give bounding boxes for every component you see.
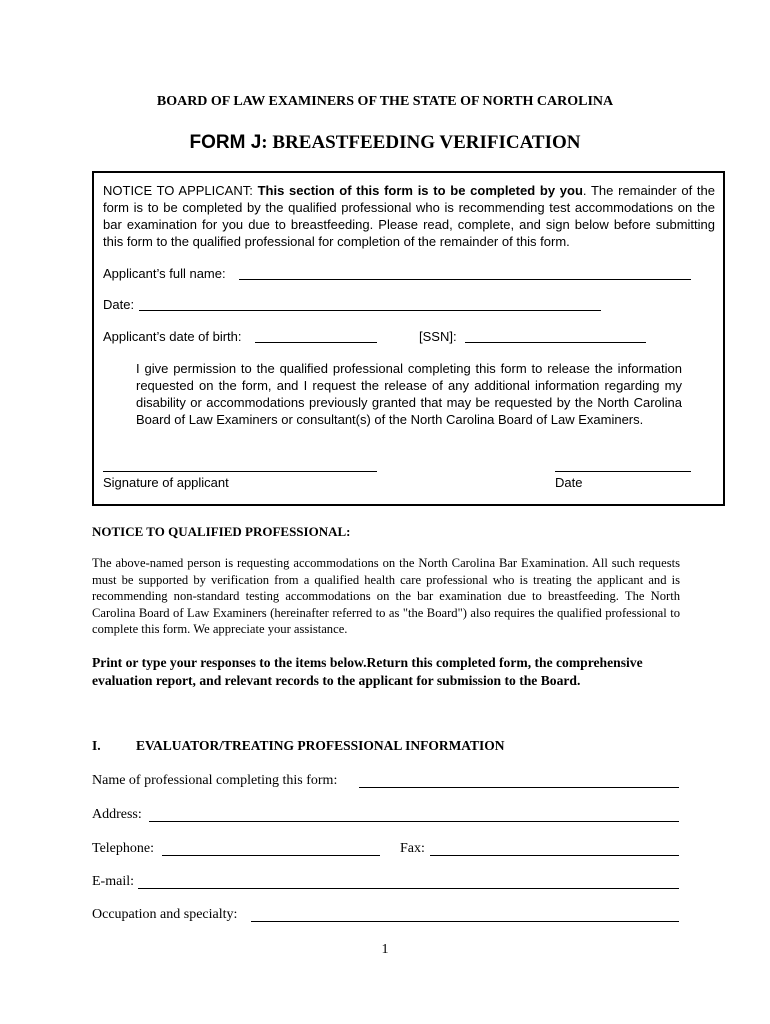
- notice-sep: :: [249, 183, 258, 198]
- signature-date-label: Date: [555, 475, 583, 490]
- telephone-label: Telephone:: [92, 841, 154, 856]
- address-label: Address:: [92, 807, 142, 822]
- board-header: BOARD OF LAW EXAMINERS OF THE STATE OF NORTH CAROLINA: [156, 94, 614, 109]
- signature-line[interactable]: [103, 471, 377, 472]
- permission-statement: I give permission to the qualified professional completing this form to release the information requested on the form, and I request the release of any additional information regarding my disability or accommodations previously granted that may be requested by the North Carolina Board of Law Examiners or consultant(s) of the North Carolina Board of Law Examiners.: [136, 361, 682, 427]
- ssn-field[interactable]: [465, 330, 646, 343]
- dob-field[interactable]: [255, 330, 377, 343]
- form-title-suffix: : BREASTFEEDING VERIFICATION: [261, 132, 581, 153]
- notice-to-applicant: [103, 182, 715, 250]
- email-field[interactable]: [138, 876, 679, 889]
- form-title: [0, 132, 770, 154]
- address-field[interactable]: [149, 809, 679, 822]
- full-name-field[interactable]: [239, 267, 691, 280]
- professional-notice-paragraph: The above-named person is requesting accommodations on the North Carolina Bar Examination. All such requests must be supported by verification from a qualified health care professional who is treating the applicant and is recommending non-standard testing accommodations on the bar examination due to breastfeeding. The North Carolina Board of Law Examiners (hereinafter referred to as "the Board") also requires the qualified professional to complete this form. We appreciate your assistance.: [92, 556, 680, 636]
- fax-field[interactable]: [430, 843, 679, 856]
- fax-label: Fax:: [400, 841, 425, 856]
- ssn-label: [SSN]:: [419, 329, 457, 344]
- applicant-section-box: [92, 171, 725, 506]
- section-title: EVALUATOR/TREATING PROFESSIONAL INFORMATION: [136, 738, 505, 753]
- notice-rest: . The remainder of the form is to be completed by the qualified professional who is recommending test accommodations on the bar examination for you due to breastfeeding. Please read, complete, and sign below before submitting this form to the qualified professional for completion of the remainder of this form.: [103, 183, 715, 249]
- dob-label: Applicant’s date of birth:: [103, 329, 242, 344]
- professional-name-label: Name of professional completing this form:: [92, 773, 338, 788]
- notice-bold: This section of this form is to be completed by you: [257, 183, 583, 198]
- occupation-label: Occupation and specialty:: [92, 907, 238, 922]
- occupation-field[interactable]: [251, 909, 679, 922]
- professional-name-field[interactable]: [359, 775, 679, 788]
- full-name-label: Applicant’s full name:: [103, 266, 226, 281]
- signature-date-line[interactable]: [555, 471, 691, 472]
- date-field[interactable]: [139, 298, 601, 311]
- professional-notice-heading: NOTICE TO QUALIFIED PROFESSIONAL:: [92, 524, 351, 539]
- page-number: 1: [381, 942, 389, 957]
- instructions: Print or type your responses to the items below.Return this completed form, the comprehensive evaluation report, and relevant records to the applicant for submission to the Board.: [92, 655, 643, 688]
- date-label: Date:: [103, 297, 135, 312]
- telephone-field[interactable]: [162, 843, 380, 856]
- notice-label: NOTICE TO APPLICANT: [103, 183, 250, 198]
- section-number: I.: [92, 738, 101, 753]
- email-label: E-mail:: [92, 874, 134, 889]
- signature-label: Signature of applicant: [103, 475, 229, 490]
- form-title-prefix: FORM J: [189, 132, 262, 153]
